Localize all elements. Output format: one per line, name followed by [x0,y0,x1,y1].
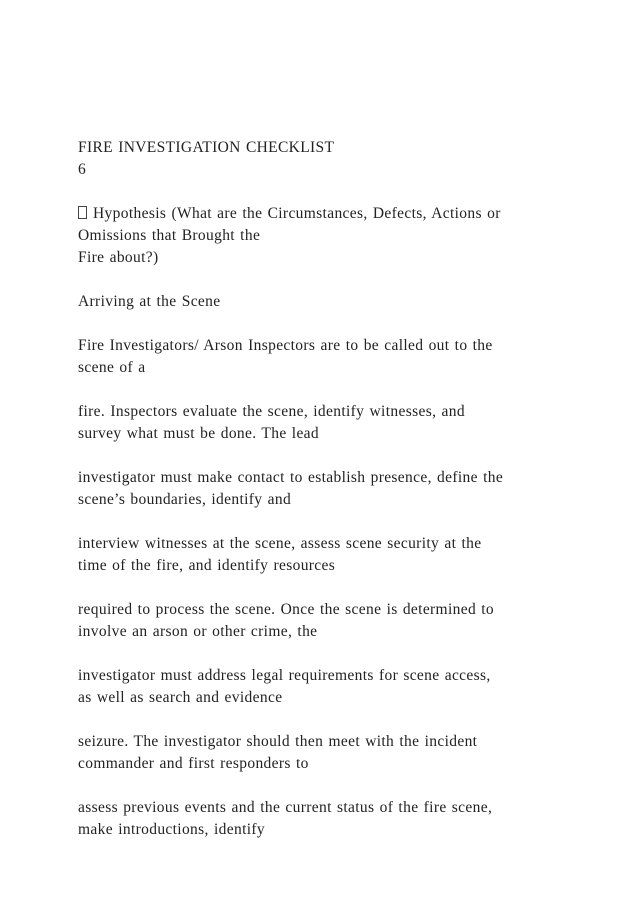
hypothesis-line-1: Hypothesis (What are the Circumstances, Defects, Actions or [78,203,598,225]
paragraph-line: required to process the scene. Once the scene is determined to [78,601,495,618]
page-number: 6 [78,161,87,178]
document-body [78,137,598,841]
hypothesis-line-3: Fire about?) [78,249,159,266]
paragraph-line: scene of a [78,359,146,376]
paragraph-line: Fire Investigators/ Arson Inspectors are to be called out to the [78,337,493,354]
section-heading: Arriving at the Scene [78,293,221,310]
paragraph-line: make introductions, identify [78,821,265,838]
hypothesis-line-2: Omissions that Brought the [78,227,261,244]
paragraph-line: assess previous events and the current status of the fire scene, [78,799,493,816]
paragraph-line: interview witnesses at the scene, assess scene security at the [78,535,482,552]
paragraph-line: time of the fire, and identify resources [78,557,336,574]
paragraph-line: investigator must address legal requirements for scene access, [78,667,491,684]
document-title: FIRE INVESTIGATION CHECKLIST [78,139,335,156]
paragraph-line: scene’s boundaries, identify and [78,491,292,508]
missing-glyph-icon [78,206,87,219]
paragraph-line: seizure. The investigator should then meet with the incident [78,733,478,750]
paragraph-line: survey what must be done. The lead [78,425,320,442]
paragraph-line: fire. Inspectors evaluate the scene, identify witnesses, and [78,403,465,420]
paragraph-line: involve an arson or other crime, the [78,623,318,640]
paragraph-line: investigator must make contact to establish presence, define the [78,469,504,486]
paragraph-line: commander and first responders to [78,755,309,772]
paragraph-line: as well as search and evidence [78,689,283,706]
